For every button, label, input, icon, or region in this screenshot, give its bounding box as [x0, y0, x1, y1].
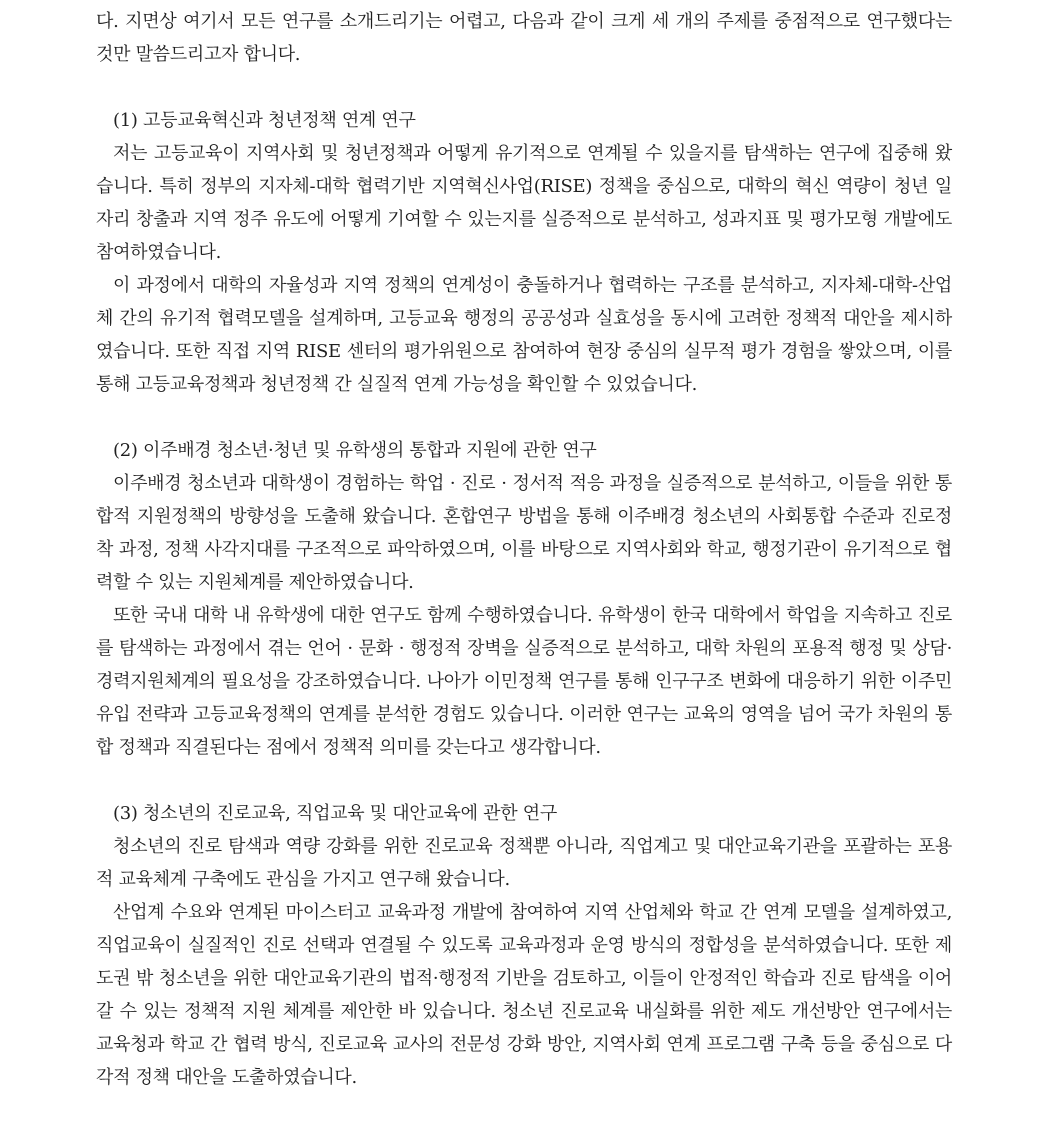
section-2 [96, 434, 952, 764]
section-3-paragraph-2: 산업계 수요와 연계된 마이스터고 교육과정 개발에 참여하여 지역 산업체와 학교 간 연계 모델을 설계하였고, 직업교육이 실질적인 진로 선택과 연결될 수 있도록 교육과정과 운영 방식의 정합성을 분석하였습니다. 또한 제도권 밖 청소년을 위한 대안교육기관의 법적·행정적 기반을 검토하고, 이들이 안정적인 학습과 진로 탐색을 이어갈 수 있는 정책적 지원 체계를 제안한 바 있습니다. 청소년 진로교육 내실화를 위한 제도 개선방안 연구에서는 교육청과 학교 간 협력 방식, 진로교육 교사의 전문성 강화 방안, 지역사회 연계 프로그램 구축 등을 중심으로 다각적 정책 대안을 도출하였습니다. [96, 902, 952, 1088]
section-spacer [96, 401, 952, 434]
section-1-paragraph-1: 저는 고등교육이 지역사회 및 청년정책과 어떻게 유기적으로 연계될 수 있을지를 탐색하는 연구에 집중해 왔습니다. 특히 정부의 지자체-대학 협력기반 지역혁신사업(RISE) 정책을 중심으로, 대학의 혁신 역량이 청년 일자리 창출과 지역 정주 유도에 어떻게 기여할 수 있는지를 실증적으로 분석하고, 성과지표 및 평가모형 개발에도 참여하였습니다. [96, 143, 952, 263]
section-1-paragraph-2: 이 과정에서 대학의 자율성과 지역 정책의 연계성이 충돌하거나 협력하는 구조를 분석하고, 지자체-대학-산업체 간의 유기적 협력모델을 설계하며, 고등교육 행정의 공공성과 실효성을 동시에 고려한 정책적 대안을 제시하였습니다. 또한 직접 지역 RISE 센터의 평가위원으로 참여하여 현장 중심의 실무적 평가 경험을 쌓았으며, 이를 통해 고등교육정책과 청년정책 간 실질적 연계 가능성을 확인할 수 있었습니다. [96, 275, 952, 395]
section-3 [96, 797, 952, 1094]
intro-paragraph: 다. 지면상 여기서 모든 연구를 소개드리기는 어렵고, 다음과 같이 크게 세 개의 주제를 중점적으로 연구했다는 것만 말씀드리고자 합니다. [96, 11, 952, 65]
document-page [96, 5, 952, 1094]
section-2-paragraph-2: 또한 국내 대학 내 유학생에 대한 연구도 함께 수행하였습니다. 유학생이 한국 대학에서 학업을 지속하고 진로를 탐색하는 과정에서 겪는 언어 · 문화 · 행정적 장벽을 실증적으로 분석하고, 대학 차원의 포용적 행정 및 상담·경력지원체계의 필요성을 강조하였습니다. 나아가 이민정책 연구를 통해 인구구조 변화에 대응하기 위한 이주민 유입 전략과 고등교육정책의 연계를 분석한 경험도 있습니다. 이러한 연구는 교육의 영역을 넘어 국가 차원의 통합 정책과 직결된다는 점에서 정책적 의미를 갖는다고 생각합니다. [96, 605, 952, 758]
section-spacer [96, 764, 952, 797]
section-2-heading: (2) 이주배경 청소년·청년 및 유학생의 통합과 지원에 관한 연구 [113, 440, 597, 461]
section-2-paragraph-1: 이주배경 청소년과 대학생이 경험하는 학업 · 진로 · 정서적 적응 과정을 실증적으로 분석하고, 이들을 위한 통합적 지원정책의 방향성을 도출해 왔습니다. 혼합연구 방법을 통해 이주배경 청소년의 사회통합 수준과 진로정착 과정, 정책 사각지대를 구조적으로 파악하였으며, 이를 바탕으로 지역사회와 학교, 행정기관이 유기적으로 협력할 수 있는 지원체계를 제안하였습니다. [96, 473, 952, 593]
section-3-paragraph-1: 청소년의 진로 탐색과 역량 강화를 위한 진로교육 정책뿐 아니라, 직업계고 및 대안교육기관을 포괄하는 포용적 교육체계 구축에도 관심을 가지고 연구해 왔습니다. [96, 836, 952, 890]
section-spacer [96, 71, 952, 104]
section-1-heading: (1) 고등교육혁신과 청년정책 연계 연구 [113, 110, 416, 131]
section-1 [96, 104, 952, 401]
section-3-heading: (3) 청소년의 진로교육, 직업교육 및 대안교육에 관한 연구 [113, 803, 557, 824]
